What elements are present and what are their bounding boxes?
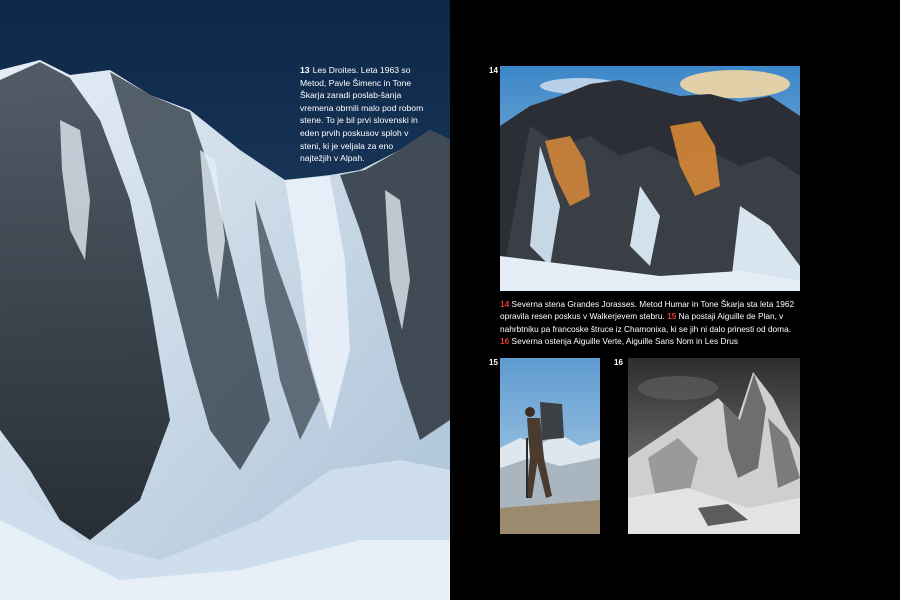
figure-16-number: 16 (614, 358, 623, 367)
caption-13-text: Les Droites. Leta 1963 so Metod, Pavle Šimenc in Tone Škarja zaradi poslab-šanja vremena obrnili malo pod robom stene. To je bil prvi slovenski in eden prvih poskusov sploh v steni, ki je veljala za eno najtežjih v Alpah. (300, 65, 424, 164)
caption-14-number: 14 (500, 299, 510, 309)
right-page (450, 0, 900, 600)
caption-figures-14-16 (500, 298, 800, 348)
caption-16-text: Severna ostenja Aiguille Verte, Aiguille Sans Nom in Les Drus (509, 336, 738, 347)
grandes-jorasses-photo (500, 66, 800, 291)
caption-15-number: 15 (667, 311, 677, 322)
figure-15-number: 15 (489, 358, 498, 367)
caption-14-text: Severna stena Grandes Jorasses. Metod Humar in Tone Škarja sta leta 1962 opravila resen poskus v Walkerjevem stebru. (500, 299, 795, 322)
figure-14-number: 14 (489, 66, 498, 75)
climber-photo (500, 358, 600, 534)
caption-16-number: 16 (500, 336, 510, 347)
aiguille-verte-photo (628, 358, 800, 534)
caption-13-number: 13 (300, 65, 310, 75)
caption-15-text: Na postaji Aiguille de Plan, v nahrbtniku pa francoske štruce iz Chamonixa, ki se jih ni dalo prinesti od doma. (500, 311, 792, 334)
caption-figure-13 (300, 64, 426, 165)
